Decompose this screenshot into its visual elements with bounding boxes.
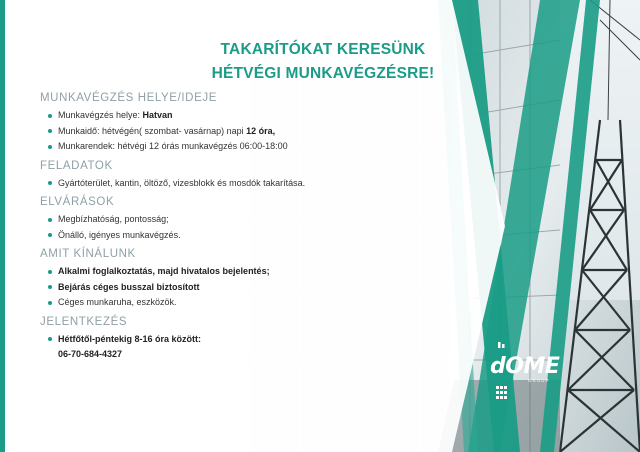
item-text: Megbízhatóság, pontosság; (58, 214, 169, 224)
bullet-icon (48, 285, 52, 289)
headline-line-2: HÉTVÉGI MUNKAVÉGZÉSRE! (211, 65, 435, 82)
item-text: Gyártóterület, kantin, öltöző, vizesblokk és mosdók takarítása. (58, 177, 306, 188)
location-list (48, 108, 440, 155)
apply-list (48, 332, 440, 348)
item-text: Munkavégzés helye: (58, 110, 143, 120)
item-text: Munkarendek: hétvégi 12 órás munkavégzés 06:00-18:00 (58, 141, 288, 151)
bullet-icon (48, 270, 52, 274)
list-item (48, 139, 440, 155)
list-item (48, 212, 440, 228)
list-item (48, 176, 440, 192)
item-text: Munkaidő: hétvégén( szombat- vasárnap) napi (58, 125, 247, 136)
dome-group-logo (490, 340, 560, 402)
requirements-list (48, 212, 440, 243)
left-accent-stripe (0, 0, 5, 452)
list-item (48, 264, 440, 280)
item-text: Céges munkaruha, eszközök. (58, 297, 177, 307)
bullet-icon (48, 114, 52, 118)
item-bold-text: Bejárás céges busszal biztosított (58, 281, 200, 292)
headline (188, 38, 458, 86)
bullet-icon (48, 301, 52, 305)
item-bold-text: Alkalmi foglalkoztatás, majd hivatalos bejelentés; (58, 266, 270, 276)
tasks-list (48, 176, 440, 192)
item-bold-text: Hétfőtől-péntekig 8-16 óra között: (58, 333, 202, 344)
bullet-icon (48, 145, 52, 149)
job-details (40, 92, 440, 362)
logo-subtext: GROUP (528, 378, 550, 383)
list-item (48, 228, 440, 244)
phone-number: 06-70-684-4327 (58, 349, 123, 359)
logo-wordmark: dOME (490, 354, 560, 379)
section-title-offer: AMIT KÍNÁLUNK (40, 248, 136, 260)
bullet-icon (48, 218, 52, 222)
item-bold-text: Hatvan (142, 110, 173, 120)
list-item (48, 108, 440, 124)
item-text: Önálló, igényes munkavégzés. (58, 229, 181, 240)
bullet-icon (48, 129, 52, 133)
list-item (48, 280, 440, 296)
list-item (48, 124, 440, 140)
bullet-icon (48, 337, 52, 341)
section-title-apply: JELENTKEZÉS (40, 315, 128, 328)
list-item (48, 295, 440, 311)
offer-list (48, 264, 440, 311)
section-title-requirements: ELVÁRÁSOK (40, 196, 115, 208)
bullet-icon (48, 181, 52, 185)
headline-line-1: TAKARÍTÓKAT KERESÜNK (220, 41, 426, 58)
section-title-tasks: FELADATOK (40, 159, 113, 172)
item-bold-text: 12 óra, (246, 125, 276, 136)
list-item (48, 332, 440, 348)
bullet-icon (48, 233, 52, 237)
section-title-location: MUNKAVÉGZÉS HELYE/IDEJE (40, 92, 217, 104)
